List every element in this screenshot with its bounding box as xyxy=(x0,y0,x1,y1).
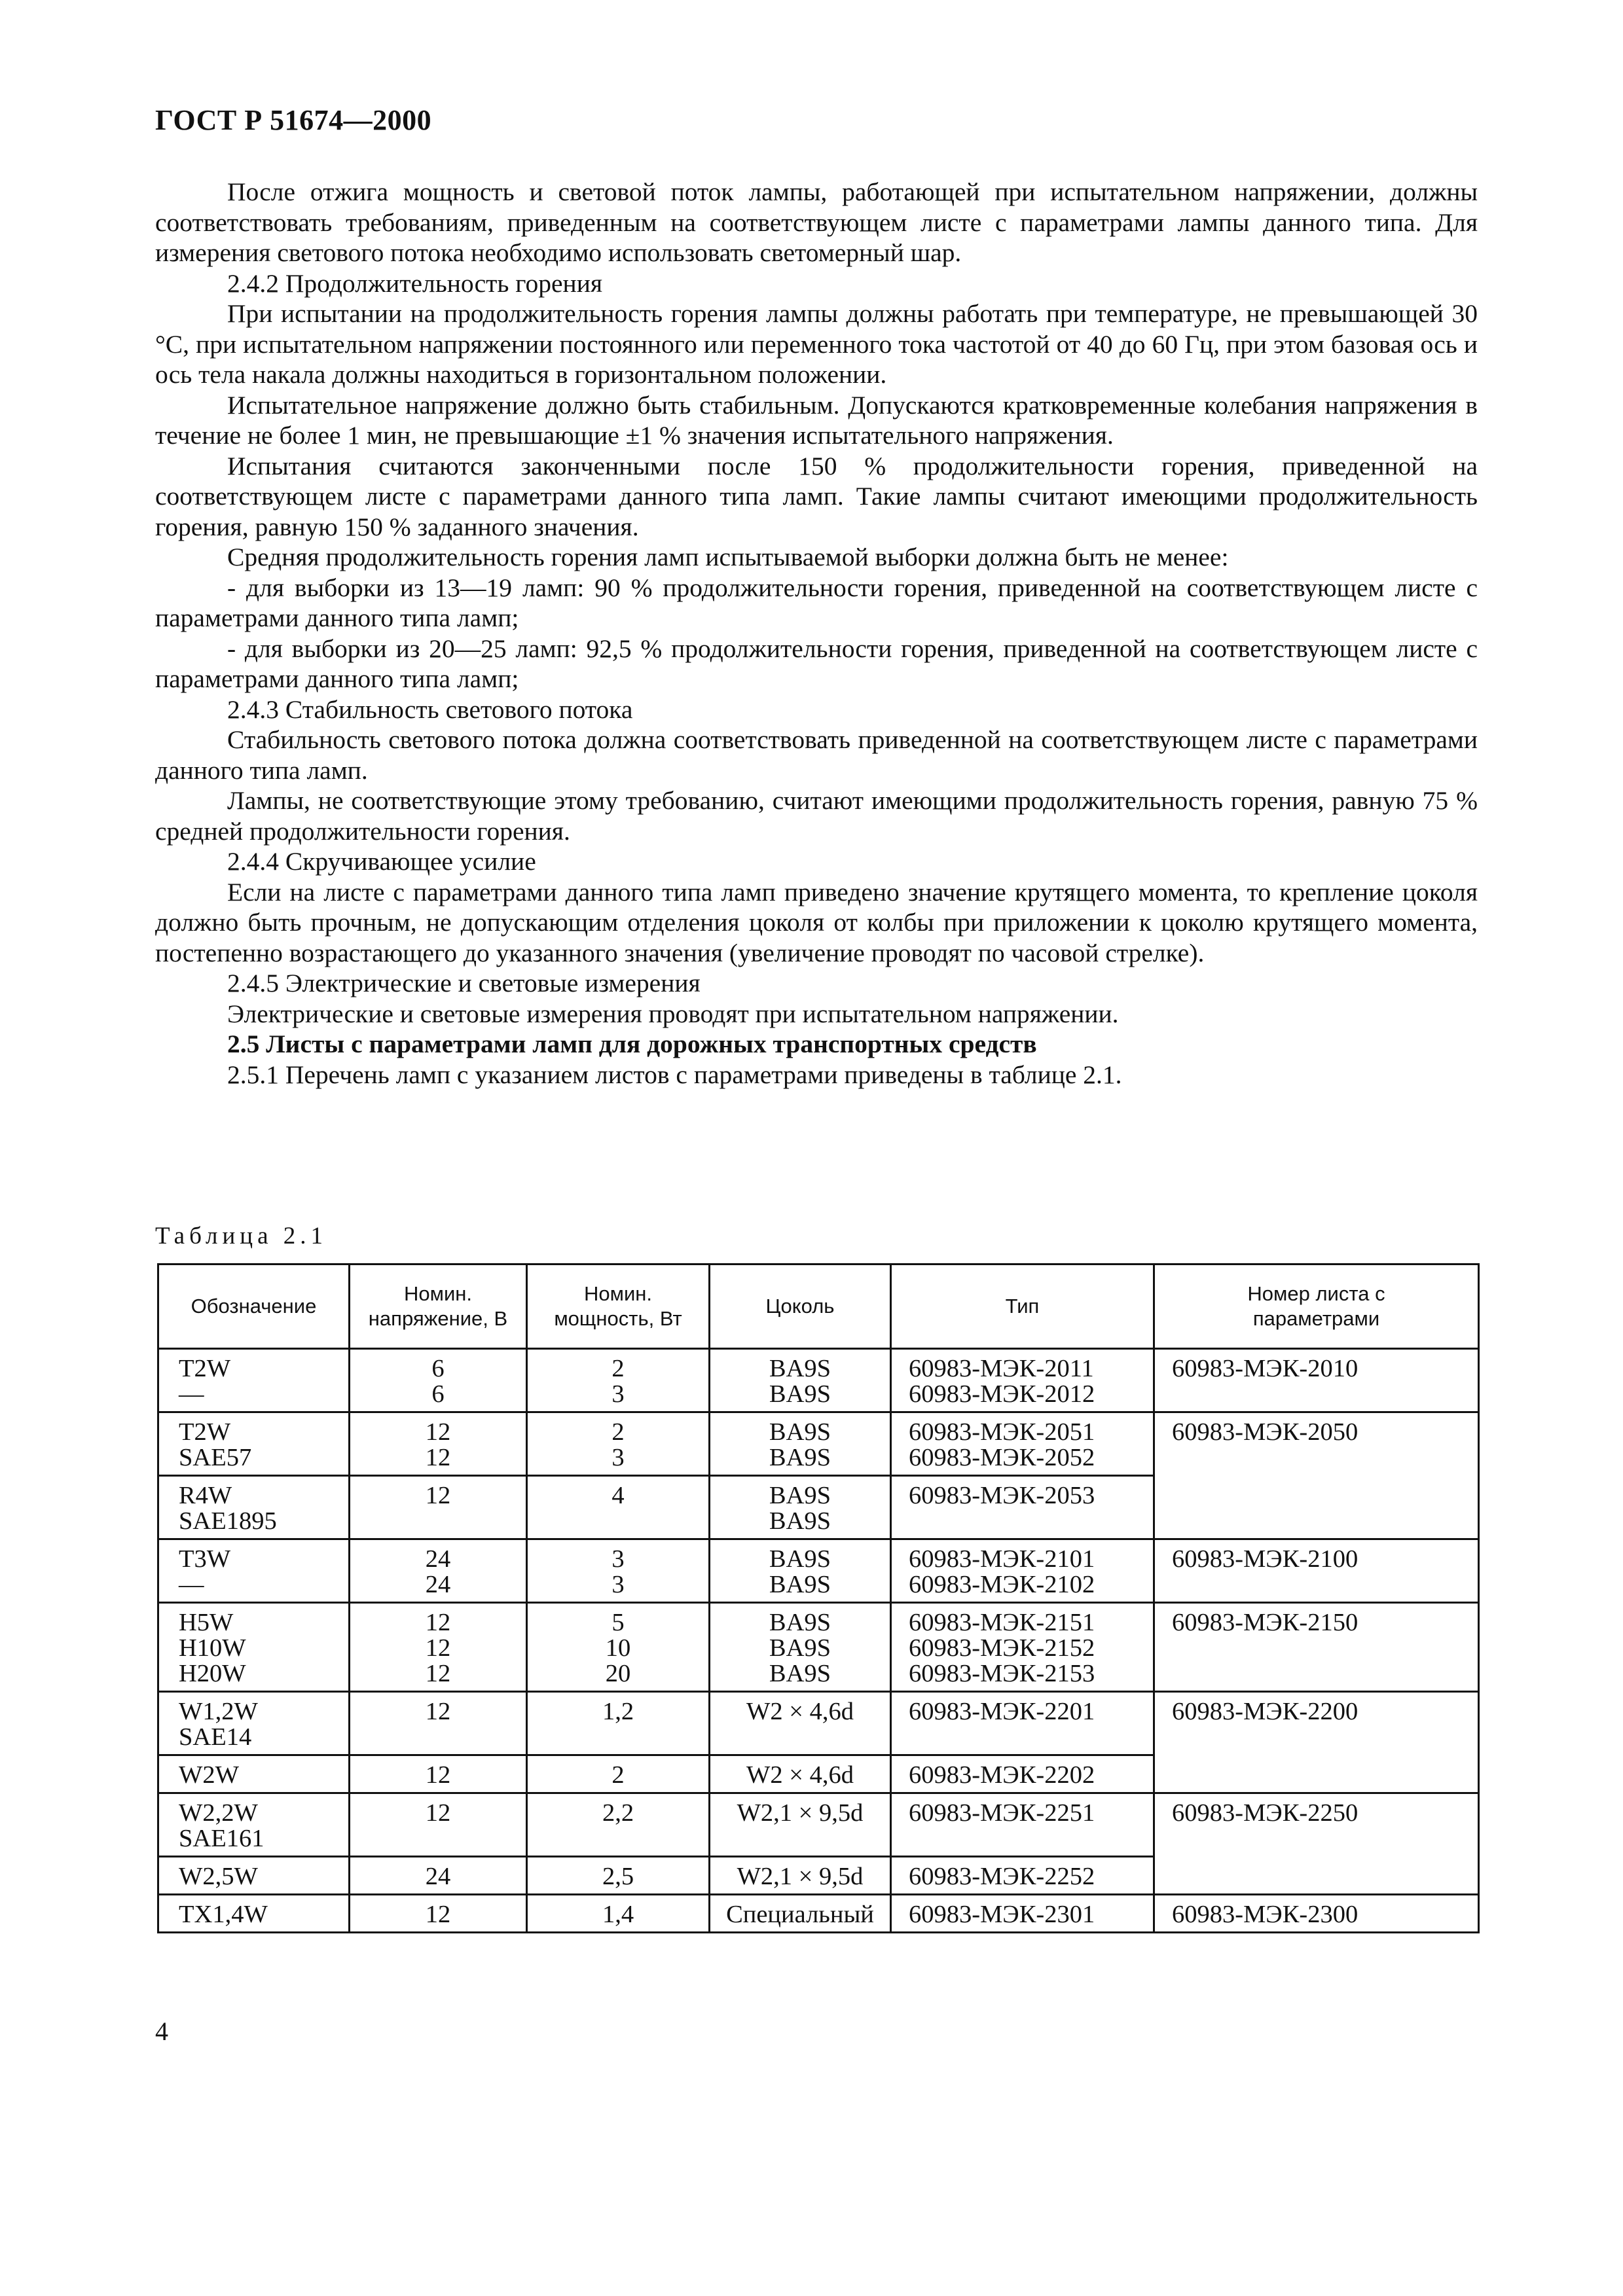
power-cell xyxy=(527,1476,710,1539)
cell-line: 60983-МЭК-2052 xyxy=(909,1444,1095,1471)
paragraph: Электрические и световые измерения проводят при испытательном напряжении. xyxy=(227,999,1119,1028)
cell-line: SAE57 xyxy=(179,1444,252,1471)
table-row xyxy=(158,1412,1479,1476)
sheet-number-cell xyxy=(1154,1603,1479,1692)
header-sheet-number xyxy=(1154,1265,1479,1349)
cell-line: R4W xyxy=(179,1482,232,1509)
base-cell xyxy=(710,1539,891,1603)
cell-line: 10 xyxy=(605,1634,631,1662)
cell-line: — xyxy=(179,1571,204,1598)
voltage-cell xyxy=(350,1603,527,1692)
cell-line: 5 xyxy=(611,1609,625,1636)
cell-line: 60983-МЭК-2012 xyxy=(909,1380,1095,1408)
cell-line: Цоколь xyxy=(765,1295,835,1318)
paragraph: При испытании на продолжительность горения лампы должны работать при температуре, не превышающей 30 °C, при испытательном напряжении постоянного или переменного тока частотой от 40 до 60 Гц, при этом базовая ось и ось тела накала должны находиться в горизонтальном положении. xyxy=(155,299,1478,389)
cell-line: 12 xyxy=(425,1609,451,1636)
designation-cell xyxy=(158,1603,350,1692)
base-cell xyxy=(710,1349,891,1412)
header-voltage xyxy=(350,1265,527,1349)
type-cell xyxy=(891,1857,1154,1895)
lamp-parameters-table xyxy=(157,1263,1480,1933)
paragraph: Если на листе с параметрами данного типа ламп приведено значение крутящего момента, то крепление цоколя должно быть прочным, не допускающим отделения цоколя от колбы при приложении к цоколю крутящего момента, постепенно возрастающего до указанного значения (увеличение проводят по часовой стрелке). xyxy=(155,877,1478,967)
cell-line: 24 xyxy=(425,1545,451,1573)
cell-line: 60983-МЭК-2102 xyxy=(909,1571,1095,1598)
table-row xyxy=(158,1895,1479,1933)
base-cell xyxy=(710,1692,891,1755)
cell-line: 12 xyxy=(425,1418,451,1446)
power-cell xyxy=(527,1603,710,1692)
cell-line: 60983-МЭК-2301 xyxy=(909,1901,1095,1928)
cell-line: W1,2W xyxy=(179,1698,258,1725)
cell-line: Номин. xyxy=(584,1282,652,1305)
designation-cell xyxy=(158,1755,350,1793)
voltage-cell xyxy=(350,1895,527,1933)
cell-line: Специальный xyxy=(726,1901,874,1928)
cell-line: мощность, Вт xyxy=(554,1307,682,1330)
cell-line: 2,2 xyxy=(602,1799,634,1827)
cell-line: BA9S xyxy=(769,1545,831,1573)
cell-line: параметрами xyxy=(1252,1307,1380,1330)
cell-line: 60983-МЭК-2151 xyxy=(909,1609,1095,1636)
cell-line: 60983-МЭК-2100 xyxy=(1172,1545,1359,1573)
cell-line: напряжение, В xyxy=(368,1307,508,1330)
header-type xyxy=(891,1265,1154,1349)
cell-line: 12 xyxy=(425,1799,451,1827)
type-cell xyxy=(891,1692,1154,1755)
cell-line: BA9S xyxy=(769,1571,831,1598)
type-cell xyxy=(891,1412,1154,1476)
cell-line: BA9S xyxy=(769,1609,831,1636)
cell-line: SAE161 xyxy=(179,1825,264,1852)
table-row xyxy=(158,1349,1479,1412)
cell-line: H5W xyxy=(179,1609,234,1636)
cell-line: BA9S xyxy=(769,1660,831,1687)
base-cell xyxy=(710,1857,891,1895)
base-cell xyxy=(710,1895,891,1933)
section-heading: 2.5 Листы с параметрами ламп для дорожных транспортных средств xyxy=(227,1030,1037,1058)
base-cell xyxy=(710,1476,891,1539)
voltage-cell xyxy=(350,1755,527,1793)
power-cell xyxy=(527,1692,710,1755)
cell-line: 60983-МЭК-2201 xyxy=(909,1698,1095,1725)
cell-line: 12 xyxy=(425,1698,451,1725)
power-cell xyxy=(527,1895,710,1933)
cell-line: 3 xyxy=(611,1571,625,1598)
body-text xyxy=(155,177,1478,1090)
header-base xyxy=(710,1265,891,1349)
table-header-row xyxy=(158,1265,1479,1349)
cell-line: W2,2W xyxy=(179,1799,258,1827)
sheet-number-cell xyxy=(1154,1539,1479,1603)
table-caption: Таблица 2.1 xyxy=(155,1223,327,1249)
voltage-cell xyxy=(350,1349,527,1412)
cell-line: 12 xyxy=(425,1761,451,1789)
cell-line: 2,5 xyxy=(602,1863,634,1890)
designation-cell xyxy=(158,1793,350,1857)
cell-line: 60983-МЭК-2251 xyxy=(909,1799,1095,1827)
cell-line: 60983-МЭК-2050 xyxy=(1172,1418,1359,1446)
cell-line: 60983-МЭК-2011 xyxy=(909,1355,1094,1382)
voltage-cell xyxy=(350,1412,527,1476)
cell-line: 60983-МЭК-2152 xyxy=(909,1634,1095,1662)
paragraph: После отжига мощность и световой поток лампы, работающей при испытательном напряжении, должны соответствовать требованиям, приведенным на соответствующем листе с параметрами лампы данного типа. Для измерения светового потока необходимо использовать светомерный шар. xyxy=(155,177,1478,267)
cell-line: BA9S xyxy=(769,1444,831,1471)
cell-line: W2W xyxy=(179,1761,239,1789)
cell-line: 2 xyxy=(611,1761,625,1789)
designation-cell xyxy=(158,1349,350,1412)
cell-line: 60983-МЭК-2053 xyxy=(909,1482,1095,1509)
cell-line: 12 xyxy=(425,1901,451,1928)
voltage-cell xyxy=(350,1476,527,1539)
cell-line: 3 xyxy=(611,1380,625,1408)
sheet-number-cell xyxy=(1154,1692,1479,1793)
cell-line: 24 xyxy=(425,1863,451,1890)
cell-line: Обозначение xyxy=(191,1295,317,1318)
paragraph: Испытания считаются законченными после 150 % продолжительности горения, приведенной на соответствующем листе с параметрами данного типа ламп. Такие лампы считают имеющими продолжительность горения, равную 150 % заданного значения. xyxy=(155,451,1478,541)
cell-line: 12 xyxy=(425,1634,451,1662)
table-row xyxy=(158,1793,1479,1857)
voltage-cell xyxy=(350,1539,527,1603)
standard-designation: ГОСТ Р 51674—2000 xyxy=(155,104,432,136)
cell-line: 60983-МЭК-2153 xyxy=(909,1660,1095,1687)
base-cell xyxy=(710,1793,891,1857)
cell-line: 60983-МЭК-2252 xyxy=(909,1863,1095,1890)
type-cell xyxy=(891,1603,1154,1692)
cell-line: BA9S xyxy=(769,1507,831,1535)
base-cell xyxy=(710,1412,891,1476)
paragraph: 2.4.4 Скручивающее усилие xyxy=(227,847,536,876)
power-cell xyxy=(527,1349,710,1412)
designation-cell xyxy=(158,1539,350,1603)
power-cell xyxy=(527,1857,710,1895)
cell-line: Номин. xyxy=(404,1282,472,1305)
cell-line: — xyxy=(179,1380,204,1408)
cell-line: BA9S xyxy=(769,1418,831,1446)
paragraph: Испытательное напряжение должно быть стабильным. Допускаются кратковременные колебания напряжения в течение не более 1 мин, не превышающие ±1 % значения испытательного напряжения. xyxy=(155,390,1478,450)
cell-line: SAE14 xyxy=(179,1723,252,1751)
cell-line: 6 xyxy=(431,1380,445,1408)
cell-line: H10W xyxy=(179,1634,246,1662)
paragraph: Средняя продолжительность горения ламп испытываемой выборки должна быть не менее: xyxy=(227,543,1229,571)
cell-line: 20 xyxy=(605,1660,631,1687)
sheet-number-cell xyxy=(1154,1793,1479,1895)
power-cell xyxy=(527,1793,710,1857)
cell-line: 60983-МЭК-2010 xyxy=(1172,1355,1359,1382)
power-cell xyxy=(527,1755,710,1793)
cell-line: BA9S xyxy=(769,1355,831,1382)
base-cell xyxy=(710,1603,891,1692)
cell-line: 60983-МЭК-2150 xyxy=(1172,1609,1359,1636)
cell-line: 2 xyxy=(611,1418,625,1446)
cell-line: T2W xyxy=(179,1355,231,1382)
header-power xyxy=(527,1265,710,1349)
type-cell xyxy=(891,1793,1154,1857)
type-cell xyxy=(891,1755,1154,1793)
cell-line: W2,1 × 9,5d xyxy=(737,1863,864,1890)
cell-line: 1,4 xyxy=(602,1901,634,1928)
table-row xyxy=(158,1603,1479,1692)
cell-line: W2 × 4,6d xyxy=(746,1698,854,1725)
designation-cell xyxy=(158,1476,350,1539)
paragraph: 2.4.3 Стабильность светового потока xyxy=(227,694,633,724)
cell-line: 12 xyxy=(425,1660,451,1687)
cell-line: Тип xyxy=(1005,1295,1040,1318)
cell-line: 12 xyxy=(425,1482,451,1509)
paragraph: 2.4.2 Продолжительность горения xyxy=(227,268,603,298)
paragraph: - для выборки из 13—19 ламп: 90 % продолжительности горения, приведенной на соответствующем листе с параметрами данного типа ламп; xyxy=(155,573,1478,632)
base-cell xyxy=(710,1755,891,1793)
type-cell xyxy=(891,1539,1154,1603)
voltage-cell xyxy=(350,1857,527,1895)
type-cell xyxy=(891,1349,1154,1412)
voltage-cell xyxy=(350,1692,527,1755)
paragraph: Стабильность светового потока должна соответствовать приведенной на соответствующем листе с параметрами данного типа ламп. xyxy=(155,725,1478,785)
paragraph: Лампы, не соответствующие этому требованию, считают имеющими продолжительность горения, равную 75 % средней продолжительности горения. xyxy=(155,786,1478,846)
cell-line: 2 xyxy=(611,1355,625,1382)
cell-line: BA9S xyxy=(769,1634,831,1662)
paragraph: 2.4.5 Электрические и световые измерения xyxy=(227,969,701,997)
voltage-cell xyxy=(350,1793,527,1857)
paragraph: 2.5.1 Перечень ламп с указанием листов с параметрами приведены в таблице 2.1. xyxy=(227,1060,1122,1089)
cell-line: 60983-МЭК-2202 xyxy=(909,1761,1095,1789)
cell-line: 1,2 xyxy=(602,1698,634,1725)
cell-line: 60983-МЭК-2300 xyxy=(1172,1901,1359,1928)
cell-line: 3 xyxy=(611,1545,625,1573)
cell-line: 6 xyxy=(431,1355,445,1382)
cell-line: W2 × 4,6d xyxy=(746,1761,854,1789)
cell-line: 60983-МЭК-2101 xyxy=(909,1545,1095,1573)
cell-line: H20W xyxy=(179,1660,246,1687)
cell-line: W2,1 × 9,5d xyxy=(737,1799,864,1827)
page-number: 4 xyxy=(155,2017,168,2046)
power-cell xyxy=(527,1412,710,1476)
sheet-number-cell xyxy=(1154,1895,1479,1933)
power-cell xyxy=(527,1539,710,1603)
cell-line: BA9S xyxy=(769,1380,831,1408)
table-body xyxy=(158,1349,1479,1933)
designation-cell xyxy=(158,1412,350,1476)
cell-line: W2,5W xyxy=(179,1863,258,1890)
cell-line: T2W xyxy=(179,1418,231,1446)
header-designation xyxy=(158,1265,350,1349)
sheet-number-cell xyxy=(1154,1412,1479,1539)
type-cell xyxy=(891,1476,1154,1539)
cell-line: 24 xyxy=(425,1571,451,1598)
table-row xyxy=(158,1692,1479,1755)
cell-line: T3W xyxy=(179,1545,231,1573)
cell-line: 60983-МЭК-2200 xyxy=(1172,1698,1359,1725)
sheet-number-cell xyxy=(1154,1349,1479,1412)
designation-cell xyxy=(158,1857,350,1895)
designation-cell xyxy=(158,1895,350,1933)
cell-line: 12 xyxy=(425,1444,451,1471)
cell-line: 3 xyxy=(611,1444,625,1471)
cell-line: 60983-МЭК-2051 xyxy=(909,1418,1095,1446)
cell-line: Номер листа с xyxy=(1247,1282,1385,1305)
table-row xyxy=(158,1539,1479,1603)
paragraph: - для выборки из 20—25 ламп: 92,5 % продолжительности горения, приведенной на соответствующем листе с параметрами данного типа ламп; xyxy=(155,634,1478,693)
designation-cell xyxy=(158,1692,350,1755)
type-cell xyxy=(891,1895,1154,1933)
cell-line: SAE1895 xyxy=(179,1507,277,1535)
cell-line: TX1,4W xyxy=(179,1901,268,1928)
cell-line: 60983-МЭК-2250 xyxy=(1172,1799,1359,1827)
cell-line: BA9S xyxy=(769,1482,831,1509)
cell-line: 4 xyxy=(611,1482,625,1509)
